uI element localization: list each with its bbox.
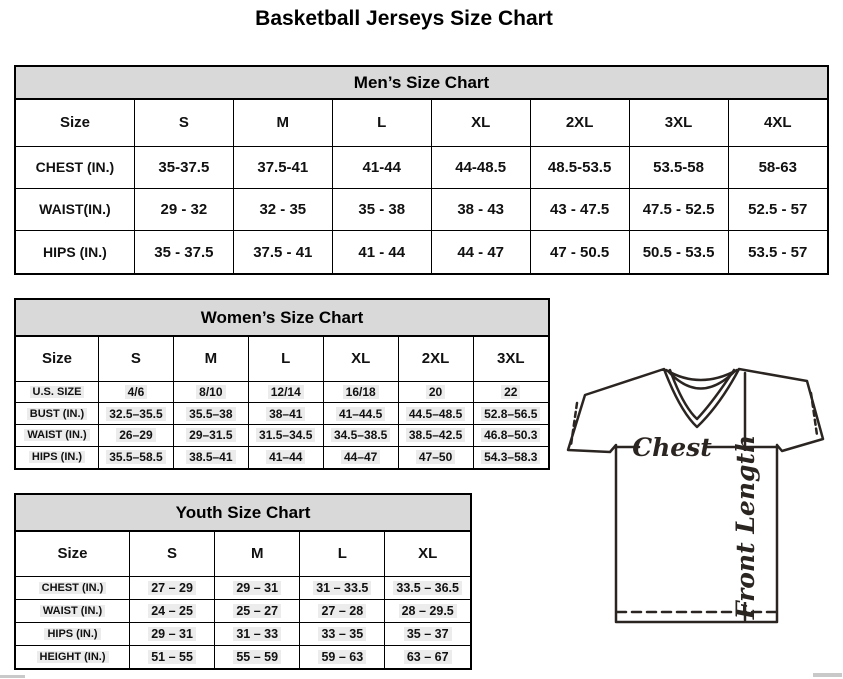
youth-cell: 25 – 27 (215, 599, 300, 622)
mens-cell: 48.5-53.5 (530, 146, 629, 188)
youth-cell: 27 – 28 (300, 599, 385, 622)
youth-table (16, 532, 470, 668)
youth-cell: 28 – 29.5 (385, 599, 470, 622)
mens-col-header: S (134, 100, 233, 146)
table-row (16, 381, 548, 403)
youth-cell: 27 – 29 (130, 576, 215, 599)
womens-cell: 22 (473, 381, 548, 403)
jersey-measurement-diagram (560, 365, 830, 625)
youth-cell: 59 – 63 (300, 645, 385, 668)
table-row (16, 645, 470, 668)
youth-col-header: S (130, 532, 215, 576)
youth-cell: 31 – 33.5 (300, 576, 385, 599)
womens-cell: 35.5–38 (173, 403, 248, 425)
table-row (16, 188, 827, 230)
youth-chart-title: Youth Size Chart (16, 495, 470, 532)
womens-cell: 52.8–56.5 (473, 403, 548, 425)
womens-header-row (16, 337, 548, 381)
womens-cell: 4/6 (98, 381, 173, 403)
youth-row-label: HEIGHT (IN.) (16, 645, 130, 668)
front-length-label: Front Length (731, 434, 760, 620)
youth-cell: 35 – 37 (385, 622, 470, 645)
womens-cell: 44–47 (323, 446, 398, 468)
womens-col-header: 2XL (398, 337, 473, 381)
youth-row-label: HIPS (IN.) (16, 622, 130, 645)
mens-cell: 37.5-41 (233, 146, 332, 188)
mens-cell: 41-44 (332, 146, 431, 188)
youth-col-header: M (215, 532, 300, 576)
womens-cell: 32.5–35.5 (98, 403, 173, 425)
womens-cell: 47–50 (398, 446, 473, 468)
womens-row-label: WAIST (IN.) (16, 425, 98, 447)
mens-cell: 37.5 - 41 (233, 231, 332, 273)
mens-cell: 58-63 (728, 146, 827, 188)
mens-cell: 47.5 - 52.5 (629, 188, 728, 230)
youth-size-chart (14, 493, 472, 670)
table-row (16, 446, 548, 468)
mens-cell: 50.5 - 53.5 (629, 231, 728, 273)
table-row (16, 231, 827, 273)
youth-row-label: CHEST (IN.) (16, 576, 130, 599)
scrollbar-fragment-right (813, 673, 842, 677)
womens-cell: 54.3–58.3 (473, 446, 548, 468)
mens-cell: 41 - 44 (332, 231, 431, 273)
table-row (16, 576, 470, 599)
table-row (16, 425, 548, 447)
womens-col-header: M (173, 337, 248, 381)
womens-cell: 41–44 (248, 446, 323, 468)
youth-cell: 51 – 55 (130, 645, 215, 668)
table-row (16, 403, 548, 425)
womens-cell: 16/18 (323, 381, 398, 403)
youth-cell: 31 – 33 (215, 622, 300, 645)
mens-cell: 38 - 43 (431, 188, 530, 230)
womens-cell: 20 (398, 381, 473, 403)
youth-col-header: XL (385, 532, 470, 576)
youth-cell: 29 – 31 (130, 622, 215, 645)
womens-col-header: XL (323, 337, 398, 381)
mens-cell: 32 - 35 (233, 188, 332, 230)
mens-col-header: 3XL (629, 100, 728, 146)
youth-cell: 55 – 59 (215, 645, 300, 668)
mens-cell: 53.5-58 (629, 146, 728, 188)
youth-cell: 33 – 35 (300, 622, 385, 645)
youth-col-header: L (300, 532, 385, 576)
youth-header-row (16, 532, 470, 576)
womens-col-header: 3XL (473, 337, 548, 381)
youth-cell: 33.5 – 36.5 (385, 576, 470, 599)
mens-row-label: CHEST (IN.) (16, 146, 134, 188)
mens-table (16, 100, 827, 273)
mens-row-label: WAIST(IN.) (16, 188, 134, 230)
mens-cell: 47 - 50.5 (530, 231, 629, 273)
womens-cell: 26–29 (98, 425, 173, 447)
mens-cell: 35 - 38 (332, 188, 431, 230)
table-row (16, 599, 470, 622)
womens-cell: 38.5–41 (173, 446, 248, 468)
womens-cell: 46.8–50.3 (473, 425, 548, 447)
chest-label: Chest (632, 433, 712, 462)
womens-size-chart (14, 298, 550, 470)
mens-col-header: M (233, 100, 332, 146)
womens-cell: 38–41 (248, 403, 323, 425)
mens-cell: 44 - 47 (431, 231, 530, 273)
table-row (16, 146, 827, 188)
womens-table (16, 337, 548, 468)
womens-cell: 44.5–48.5 (398, 403, 473, 425)
jersey-outline (568, 369, 823, 622)
mens-cell: 43 - 47.5 (530, 188, 629, 230)
youth-row-label: WAIST (IN.) (16, 599, 130, 622)
womens-row-label: HIPS (IN.) (16, 446, 98, 468)
youth-cell: 24 – 25 (130, 599, 215, 622)
womens-row-label: U.S. SIZE (16, 381, 98, 403)
womens-col-header: S (98, 337, 173, 381)
youth-corner-header: Size (16, 532, 130, 576)
womens-cell: 34.5–38.5 (323, 425, 398, 447)
mens-cell: 52.5 - 57 (728, 188, 827, 230)
womens-cell: 31.5–34.5 (248, 425, 323, 447)
youth-cell: 63 – 67 (385, 645, 470, 668)
womens-row-label: BUST (IN.) (16, 403, 98, 425)
mens-cell: 53.5 - 57 (728, 231, 827, 273)
scrollbar-fragment-left (0, 675, 25, 678)
mens-col-header: 2XL (530, 100, 629, 146)
mens-size-chart (14, 65, 829, 275)
mens-cell: 35-37.5 (134, 146, 233, 188)
womens-col-header: L (248, 337, 323, 381)
mens-cell: 29 - 32 (134, 188, 233, 230)
mens-col-header: 4XL (728, 100, 827, 146)
womens-cell: 38.5–42.5 (398, 425, 473, 447)
mens-cell: 44-48.5 (431, 146, 530, 188)
page-title: Basketball Jerseys Size Chart (255, 7, 553, 30)
mens-row-label: HIPS (IN.) (16, 231, 134, 273)
womens-cell: 41–44.5 (323, 403, 398, 425)
mens-chart-title: Men’s Size Chart (16, 67, 827, 100)
womens-cell: 8/10 (173, 381, 248, 403)
mens-corner-header: Size (16, 100, 134, 146)
womens-chart-title: Women’s Size Chart (16, 300, 548, 337)
mens-col-header: L (332, 100, 431, 146)
table-row (16, 622, 470, 645)
womens-corner-header: Size (16, 337, 98, 381)
youth-cell: 29 – 31 (215, 576, 300, 599)
mens-header-row (16, 100, 827, 146)
mens-cell: 35 - 37.5 (134, 231, 233, 273)
mens-col-header: XL (431, 100, 530, 146)
womens-cell: 29–31.5 (173, 425, 248, 447)
womens-cell: 35.5–58.5 (98, 446, 173, 468)
womens-cell: 12/14 (248, 381, 323, 403)
